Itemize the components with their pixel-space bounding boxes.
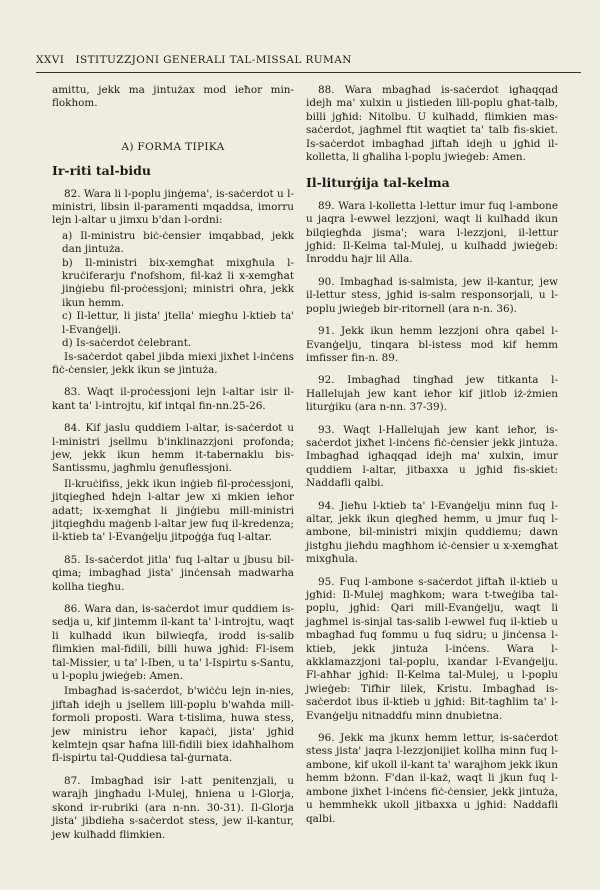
paragraph-87: 87. Imbagħad isir l-att penitenzjali, u warajh jingħadu l-Mulej, ħniena u l-Glorja, skond ir-rubriki (ara n-nn. 30-31). Il-Glorja jista' jibdieha s-saċerdot stess, jew il-kantur, jew kulħadd flimkien. <box>52 774 294 841</box>
paragraph-82-b: b) Il-ministri bix-xemgħat mixgħula l-kruċiferarju f'nofshom, fil-każ li x-xemgħat jinġiebu fil-proċessjoni; ministri oħra, jekk ikun hemm. <box>62 256 294 309</box>
paragraph-84-b: Il-kruċifiss, jekk ikun inġieb fil-proċessjoni, jitqiegħed ħdejn l-altar jew xi mkien ieħor adatt; ix-xemgħat li jinġiebu mill-ministri jitqiegħdu maġenb l-altar jew fuq il-kredenza; il-ktieb ta' l-Evanġelju jitpoġġa fuq l-altar. <box>52 477 294 544</box>
paragraph-88: 88. Wara mbagħad is-saċerdot igħaqqad idejh ma' xulxin u jistieden lill-poplu għat-talb, billi jgħid: Nitolbu. U kulħadd, flimkien mas-saċerdot, jagħmel ftit waqtiet ta' talb fis-skiet. Is-saċerdot imbagħad jiftaħ idejh u jgħid il-kolletta, li għaliha l-poplu jwieġeb: Amen. <box>306 84 558 164</box>
paragraph-intro: amittu, jekk ma jintużax mod ieħor min-flokhom. <box>52 84 294 110</box>
paragraph-93: 93. Waqt l-Hallelujah jew kant ieħor, is-saċerdot jixħet l-inċens fiċ-ċensier jekk jintuża. Imbagħad igħaqqad idejh ma' xulxin, imur quddiem l-altar, jitbaxxa u jgħid fis-skiet: Naddafli qalbi. <box>306 423 558 490</box>
section-title-intro-rites: Ir-riti tal-bidu <box>52 163 151 179</box>
paragraph-86: 86. Wara dan, is-saċerdot imur quddiem is-sedja u, kif jintemm il-kant ta' l-introjtu, waqt li kulħadd ikun bilwieqfa, irodd is-salib flimkien mal-fidili, billi huwa jgħid: Fl-isem tal-Missier, u ta' l-Iben, u ta' l-Ispirtu s-Santu, u l-poplu jwieġeb: Amen. <box>52 603 294 683</box>
running-header <box>36 54 576 66</box>
paragraph-86-b: Imbagħad is-saċerdot, b'wiċċu lejn in-nies, jiftaħ idejh u jsellem lill-poplu b'waħda mill-formoli proposti. Wara t-tislima, huwa stess, jew ministru ieħor kapaċi, jista' jgħid kelmtejn qsar ħafna lill-fidili biex idaħħalhom fl-ispirtu tal-Quddiesa tal-ġurnata. <box>52 685 294 765</box>
right-column <box>306 84 558 828</box>
paragraph-84: 84. Kif jaslu quddiem l-altar, is-saċerdot u l-ministri jsellmu b'inklinazzjoni profonda; jew, jekk ikun hemm it-tabernaklu bis-Santissmu, jagħmlu ġenuflessjoni. <box>52 422 294 475</box>
paragraph-82-a: a) Il-ministru biċ-ċensier imqabbad, jekk dan jintuża. <box>62 229 294 256</box>
paragraph-82: 82. Wara li l-poplu jinġema', is-saċerdot u l-ministri, libsin il-paramenti mqaddsa, imorru lejn l-altar u jimxu b'dan l-ordni: <box>52 187 294 227</box>
paragraph-85: 85. Is-saċerdot jitla' fuq l-altar u jbusu bil-qima; imbagħad jista' jinċensah madwarha kollha tiegħu. <box>52 553 294 593</box>
paragraph-94: 94. Jieħu l-ktieb ta' l-Evanġelju minn fuq l-altar, jekk ikun qiegħed hemm, u jmur fuq l-ambone, bil-ministri mixjin quddiemu; dawn jistgħu jieħdu magħhom iċ-ċensier u x-xemgħat mixgħula. <box>306 499 558 566</box>
paragraph-90: 90. Imbagħad is-salmista, jew il-kantur, jew il-lettur stess, jgħid is-salm responsorjali, u l-poplu jwieġeb bir-ritornell (ara n-n. 36). <box>306 275 558 315</box>
subheading-forma-tipika: A) FORMA TIPIKA <box>121 140 225 153</box>
paragraph-96: 96. Jekk ma jkunx hemm lettur, is-saċerdot stess jista' jaqra l-lezzjonijiet kollha minn fuq l-ambone, kif ukoll il-kant ta' warajhom jekk ikun hemm bżonn. F'dan il-każ, waqt li jkun fuq l-ambone jixħet l-inċens fiċ-ċensier, jekk jintuża, u hemmhekk ukoll jitbaxxa u jgħid: Naddafli qalbi. <box>306 732 558 825</box>
paragraph-89: 89. Wara l-kolletta l-lettur imur fuq l-ambone u jaqra l-ewwel lezzjoni, waqt li kulħadd ikun bilqiegħda jisma'; wara l-lezzjoni, il-lettur jgħid: Il-Kelma tal-Mulej, u kulħadd jwieġeb: Inroddu ħajr lil Alla. <box>306 199 558 266</box>
running-title: ISTITUZZJONI GENERALI TAL-MISSAL RUMAN <box>75 54 352 66</box>
paragraph-83: 83. Waqt il-proċessjoni lejn l-altar isir il-kant ta' l-introjtu, kif intqal fin-nn.25-26. <box>52 386 294 412</box>
paragraph-82-c: c) Il-lettur, li jista' jtella' miegħu l-ktieb ta' l-Evanġelji. <box>62 310 294 336</box>
header-rule <box>36 72 581 73</box>
section-title-liturgy-word: Il-liturġija tal-kelma <box>306 175 450 191</box>
paragraph-82-e: Is-saċerdot qabel jibda miexi jixħet l-inċens fiċ-ċensier, jekk ikun se jintuża. <box>52 350 294 376</box>
paragraph-82-d: d) Is-saċerdot ċelebrant. <box>62 337 192 350</box>
left-column <box>52 84 294 844</box>
paragraph-91: 91. Jekk ikun hemm lezzjoni oħra qabel l-Evanġelju, tinqara bl-istess mod kif hemm imfisser fin-n. 89. <box>306 325 558 364</box>
paragraph-95: 95. Fuq l-ambone s-saċerdot jiftaħ il-ktieb u jgħid: Il-Mulej magħkom; wara t-tweġiba tal-poplu, jgħid: Qari mill-Evanġelju, waqt li jagħmel is-sinjal tas-salib l-ewwel fuq il-ktieb u mbagħad fuq fommu u fuq sidru; u jinċensa l-ktieb, jekk jintuża l-inċens. Wara l-akklamazzjoni tal-poplu, ixandar l-Evanġelju. Fl-aħħar jgħid: Il-Kelma tal-Mulej, u l-poplu jwieġeb: Tifħir lilek, Kristu. Imbagħad is-saċerdot ibus il-ktieb u jgħid: Bit-tagħlim ta' l-Evanġelju nitnaddfu minn dnubietna. <box>306 575 558 722</box>
paragraph-92: 92. Imbagħad tingħad jew titkanta l-Hallelujah jew kant ieħor kif jitlob iż-żmien liturġiku (ara n-nn. 37-39). <box>306 374 558 414</box>
page-number: XXVI <box>36 54 65 66</box>
